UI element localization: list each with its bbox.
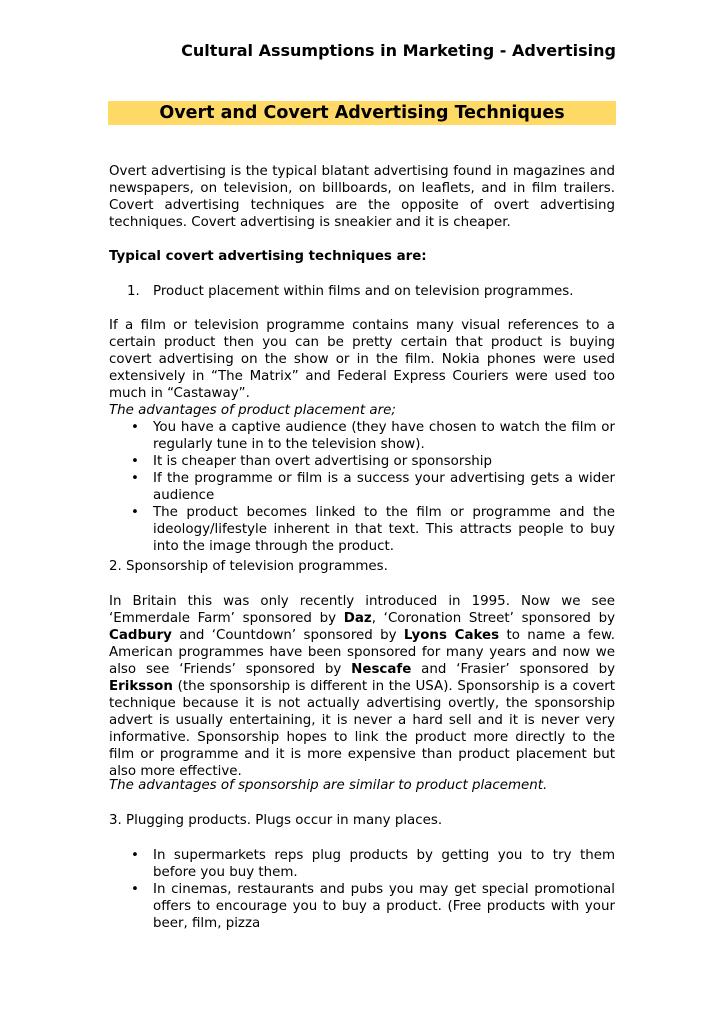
placement-advantages-list [109,419,615,555]
numbered-item-1 [109,283,615,300]
sponsor-brand: Eriksson [109,679,173,694]
sponsor-brand: Nescafe [351,662,412,677]
list-item: • In cinemas, restaurants and pubs you may get special promotional offers to encourage you to buy a product. (Free products with your beer, film, pizza [109,881,615,932]
numbered-item-2: 2. Sponsorship of television programmes. [109,559,388,574]
item-text: Product placement within films and on television programmes. [153,284,574,299]
sponsor-brand: Cadbury [109,628,172,643]
plugging-list [109,847,615,932]
running-header: Cultural Assumptions in Marketing - Advertising [181,41,616,60]
sponsorship-advantages-note: The advantages of sponsorship are similar to product placement. [109,778,548,793]
covert-heading: Typical covert advertising techniques are: [109,249,427,264]
intro-paragraph: Overt advertising is the typical blatant advertising found in magazines and newspapers, on television, on billboards, on leaflets, and in film trailers. Covert advertising techniques are the opposite of overt advertising techniques. Covert advertising is sneakier and it is cheaper. [109,164,615,230]
item-number: 1. [127,284,140,299]
list-item: • It is cheaper than overt advertising or sponsorship [109,453,615,470]
list-item: • If the programme or film is a success your advertising gets a wider audience [109,470,615,504]
sponsorship-paragraph: In Britain this was only recently introduced in 1995. Now we see ‘Emmerdale Farm’ sponsored by Daz, ‘Coronation Street’ sponsored by Cadbury and ‘Countdown’ sponsored by Lyons Cakes to name a few. American programmes have been sponsored for many years and now we also see ‘Friends’ sponsored by Nescafe and ‘Frasier’ sponsored by Eriksson (the sponsorship is different in the USA). Sponsorship is a covert technique because it is not actually advertising overtly, the sponsorship advert is usually entertaining, it is never a hard sell and it is never very informative. Sponsorship hopes to link the product more directly to the film or programme and it is more expensive than product placement but also more effective. [109,594,615,779]
numbered-item-3: 3. Plugging products. Plugs occur in many places. [109,813,443,828]
placement-paragraph: If a film or television programme contains many visual references to a certain product then you can be pretty certain that product is buying covert advertising on the show or in the film. Nokia phones were used extensively in “The Matrix” and Federal Express Couriers were used too much in “Castaway”. The advantages of product placement are; [109,318,615,418]
placement-advantages-label: The advantages of product placement are; [109,403,396,418]
document-title: Overt and Covert Advertising Techniques [108,101,616,125]
list-item: • You have a captive audience (they have chosen to watch the film or regularly tune in to the television show). [109,419,615,453]
list-item: • The product becomes linked to the film or programme and the ideology/lifestyle inherent in that text. This attracts people to buy into the image through the product. [109,504,615,555]
sponsor-brand: Daz [343,611,372,626]
sponsor-brand: Lyons Cakes [403,628,500,643]
list-item: • In supermarkets reps plug products by getting you to try them before you buy them. [109,847,615,881]
